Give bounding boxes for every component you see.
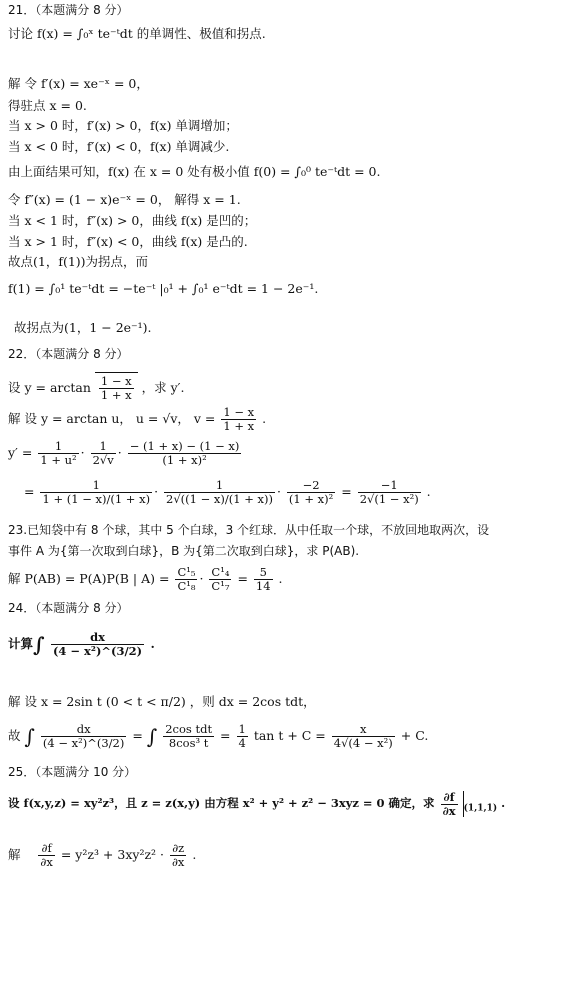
p23-suffix: . xyxy=(278,571,283,586)
p24-s2-f2-num: 2cos tdt xyxy=(165,722,213,736)
p25-s-f1-den: ∂x xyxy=(40,855,53,869)
p22-s2-f3-num: − (1 + x) − (1 − x) xyxy=(129,439,240,453)
p22-q-suffix: ，求 y′. xyxy=(141,380,185,395)
p22-s2-f2-den: 2√v xyxy=(92,453,114,467)
problem-21-step-1: 解 令 f′(x) = xe⁻ˣ = 0， xyxy=(8,76,149,91)
problem-22-step-2: y′ = $\frac{1}{\text{1 + u²}}$ · $\frac{1}{2√v}$ · $\frac{- (1 + x) - (1 - x)}{\text{(1 + x)²}}$ xyxy=(8,439,240,467)
p22-s3-f4-den: 2√(1 − x²) xyxy=(359,492,419,506)
p23-f1-den: C¹₈ xyxy=(177,579,196,593)
p22-s2-f1-num: 1 xyxy=(38,440,78,454)
problem-21-question: 讨论 f(x) = ∫₀ˣ te⁻ᵗdt 的单调性、极值和拐点. xyxy=(8,26,266,41)
p24-s2-middle: tan t + C = xyxy=(253,728,326,743)
p24-s2-eq-2: = xyxy=(220,728,231,743)
p22-s1-num: 1 − x xyxy=(223,405,255,419)
p22-s3-f1-den: 1 + (1 − x)/(1 + x) xyxy=(42,492,151,506)
p24-s2-suffix: + C. xyxy=(400,728,429,743)
p24-s2-frac-4 xyxy=(332,723,395,750)
p23-equals: = xyxy=(237,571,248,586)
p22-s1-den: 1 + x xyxy=(223,419,255,433)
p22-s1-prefix: 解 设 y = arctan u， u = √v， v = xyxy=(8,411,216,426)
p24-s2-frac-2 xyxy=(163,723,214,750)
integral-sign-icon: ∫ xyxy=(24,724,35,749)
p25-s-middle: = y²z³ + 3xy²z² · xyxy=(60,847,164,862)
p25-s-prefix: 解 xyxy=(8,847,21,862)
problem-23-question-line-1: 23.已知袋中有 8 个球，其中 5 个白球，3 个红球．从中任取一个球，不放回地取两次，设 xyxy=(8,523,490,537)
p22-s2-frac-2 xyxy=(91,440,116,467)
p24-s2-f4-den: 4√(4 − x²) xyxy=(333,736,393,750)
p25-s-frac-1 xyxy=(38,842,54,869)
problem-25-heading: 25．（本题满分 10 分） xyxy=(8,765,137,779)
p22-s3-equals: = xyxy=(341,484,352,499)
p25-s-f2-den: ∂x xyxy=(171,855,185,869)
p25-s-frac-2 xyxy=(170,842,186,869)
p22-s3-f3-num: −2 xyxy=(287,479,335,493)
p22-q-num: 1 − x xyxy=(100,374,132,388)
p24-q-prefix: 计算 xyxy=(8,636,34,651)
problem-21-step-2: 得驻点 x = 0. xyxy=(8,98,87,113)
problem-24-step-2 xyxy=(8,720,428,753)
problem-21-heading: 21．（本题满分 8 分） xyxy=(8,3,129,17)
p22-q-sqrt xyxy=(95,372,138,403)
p22-s3-f3-den: (1 + x)² xyxy=(288,492,334,506)
problem-21-conclusion: 故拐点为(1，1 − 2e⁻¹). xyxy=(14,320,152,335)
p24-s2-prefix: 故 xyxy=(8,728,21,743)
p22-s3-frac-4 xyxy=(358,479,421,506)
p23-frac-3 xyxy=(254,566,273,593)
p24-s1-prefix: 解 设 x = 2sin t xyxy=(8,694,102,709)
p23-frac-1 xyxy=(175,566,197,593)
p22-q-prefix: 设 y = arctan xyxy=(8,380,91,395)
p24-s2-frac-3 xyxy=(237,723,248,750)
p23-f3-den: 14 xyxy=(255,579,271,593)
p23-frac-2 xyxy=(209,566,231,593)
p23-f2-den: C¹₇ xyxy=(211,579,230,593)
problem-21-step-5: 由上面结果可知，f(x) 在 x = 0 处有极小值 f(0) = ∫₀⁰ te⁻ᵗdt = 0. xyxy=(8,164,381,179)
problem-21-step-9: 故点(1，f(1))为拐点，而 xyxy=(8,254,149,269)
p22-s3-frac-2 xyxy=(164,479,275,506)
p22-s1-fraction xyxy=(221,406,256,433)
p22-s2-prefix: y′ = xyxy=(8,445,33,460)
p24-q-suffix: . xyxy=(150,636,155,651)
problem-22-step-3: = $\frac{1}{1 + (1 - x)/(1 + x)}$ · $\frac{1}{2√((1 - x)/(1 + x))}$ · $\frac{-2}{\text{(1 + x)²}}$ = $\frac{-1}{\text{2√(1 − x²)}}$ . xyxy=(24,478,431,506)
problem-24-question xyxy=(8,628,155,661)
integral-sign-icon: ∫ xyxy=(33,632,45,657)
problem-21-step-10: f(1) = ∫₀¹ te⁻ᵗdt = −te⁻ᵗ |₀¹ + ∫₀¹ e⁻ᵗdt = 1 − 2e⁻¹. xyxy=(8,281,319,296)
problem-23-solution: 解 P(AB) = P(A)P(B | A) = $\frac{\text{C¹₅}}{\text{C¹₈}}$ · $\frac{\text{C¹₄}}{\text{C¹₇}}$ = $\frac{5}{14}$ . xyxy=(8,565,283,593)
p24-s2-f3-num: 1 xyxy=(238,722,246,736)
problem-21-step-8: 当 x > 1 时，f″(x) < 0，曲线 f(x) 是凸的. xyxy=(8,234,248,249)
p22-s2-f3-den: (1 + x)² xyxy=(162,453,207,467)
problem-25-question xyxy=(8,788,505,823)
p22-s3-f4-num: −1 xyxy=(358,479,421,493)
p25-s-suffix: . xyxy=(192,847,197,862)
p24-q-fraction xyxy=(51,631,144,658)
p24-s2-f4-num: x xyxy=(332,723,395,737)
p24-s2-f1-num: dx xyxy=(41,723,126,737)
p25-s-f1-num: ∂f xyxy=(38,842,54,856)
problem-22-heading: 22．（本题满分 8 分） xyxy=(8,347,129,361)
problem-22-question xyxy=(8,372,185,403)
problem-22-step-1 xyxy=(8,405,266,433)
p23-f2-num: C¹₄ xyxy=(211,565,230,579)
p25-q-suffix: . xyxy=(501,796,506,810)
problem-21-step-7: 当 x < 1 时，f″(x) > 0，曲线 f(x) 是凹的； xyxy=(8,213,257,228)
p22-s2-f1-den: 1 + u² xyxy=(40,453,77,467)
p25-q-den: ∂x xyxy=(442,803,456,818)
p22-s3-f1-num: 1 xyxy=(40,479,152,493)
p22-s2-frac-1 xyxy=(38,440,78,467)
problem-21-step-4: 当 x < 0 时，f′(x) < 0，f(x) 单调减少. xyxy=(8,139,230,154)
problem-25-solution xyxy=(8,840,196,870)
problem-21-step-3: 当 x > 0 时，f′(x) > 0，f(x) 单调增加； xyxy=(8,118,238,133)
p22-s3-f2-num: 1 xyxy=(164,479,275,493)
p22-s3-frac-3 xyxy=(287,479,335,506)
p22-s2-f2-num: 1 xyxy=(91,440,116,454)
p24-s1-suffix: ，则 dx = 2cos tdt， xyxy=(189,694,316,709)
p22-q-fraction xyxy=(99,375,134,402)
p22-q-den: 1 + x xyxy=(100,388,132,402)
problem-24-step-1 xyxy=(8,688,316,716)
integral-sign-icon: ∫ xyxy=(146,724,158,749)
p22-s1-suffix: . xyxy=(262,411,267,426)
p24-q-num: dx xyxy=(51,631,144,645)
p24-s2-f2-den: 8cos³ t xyxy=(168,736,209,750)
p23-f1-num: C¹₅ xyxy=(177,565,196,579)
p22-s3-prefix: = xyxy=(24,484,35,499)
p25-q-point: (1,1,1) xyxy=(463,803,498,814)
problem-23-question-line-2: 事件 A 为{第一次取到白球}，B 为{第二次取到白球}，求 P(AB). xyxy=(8,544,360,558)
p23-s-prefix: 解 P(AB) = P(A)P(B | A) = xyxy=(8,571,170,586)
p24-s2-f3-den: 4 xyxy=(238,736,246,750)
p22-s3-frac-1 xyxy=(40,479,152,506)
p22-s3-f2-den: 2√((1 − x)/(1 + x)) xyxy=(166,492,273,506)
p25-q-prefix: 设 f(x,y,z) = xy²z³，且 z = z(x,y) 由方程 x² + y² + z² − 3xyz = 0 确定，求 xyxy=(8,796,435,810)
p24-s2-f1-den: (4 − x²)^(3/2) xyxy=(42,736,125,750)
p25-s-f2-num: ∂z xyxy=(170,842,186,856)
p24-q-den: (4 − x²)^(3/2) xyxy=(52,644,143,658)
p22-s3-suffix: . xyxy=(426,484,431,499)
p24-s1-range: (0 < t < π/2) xyxy=(105,694,186,709)
problem-24-heading: 24．（本题满分 8 分） xyxy=(8,601,129,615)
p24-s2-eq-1: = xyxy=(132,728,143,743)
p24-s2-frac-1 xyxy=(41,723,126,750)
p23-f3-num: 5 xyxy=(254,566,273,580)
problem-21-step-6: 令 f″(x) = (1 − x)e⁻ˣ = 0， 解得 x = 1. xyxy=(8,192,241,207)
p25-q-num: ∂f xyxy=(441,791,458,805)
p22-s2-frac-3 xyxy=(128,440,242,467)
p25-q-fraction xyxy=(441,791,458,818)
